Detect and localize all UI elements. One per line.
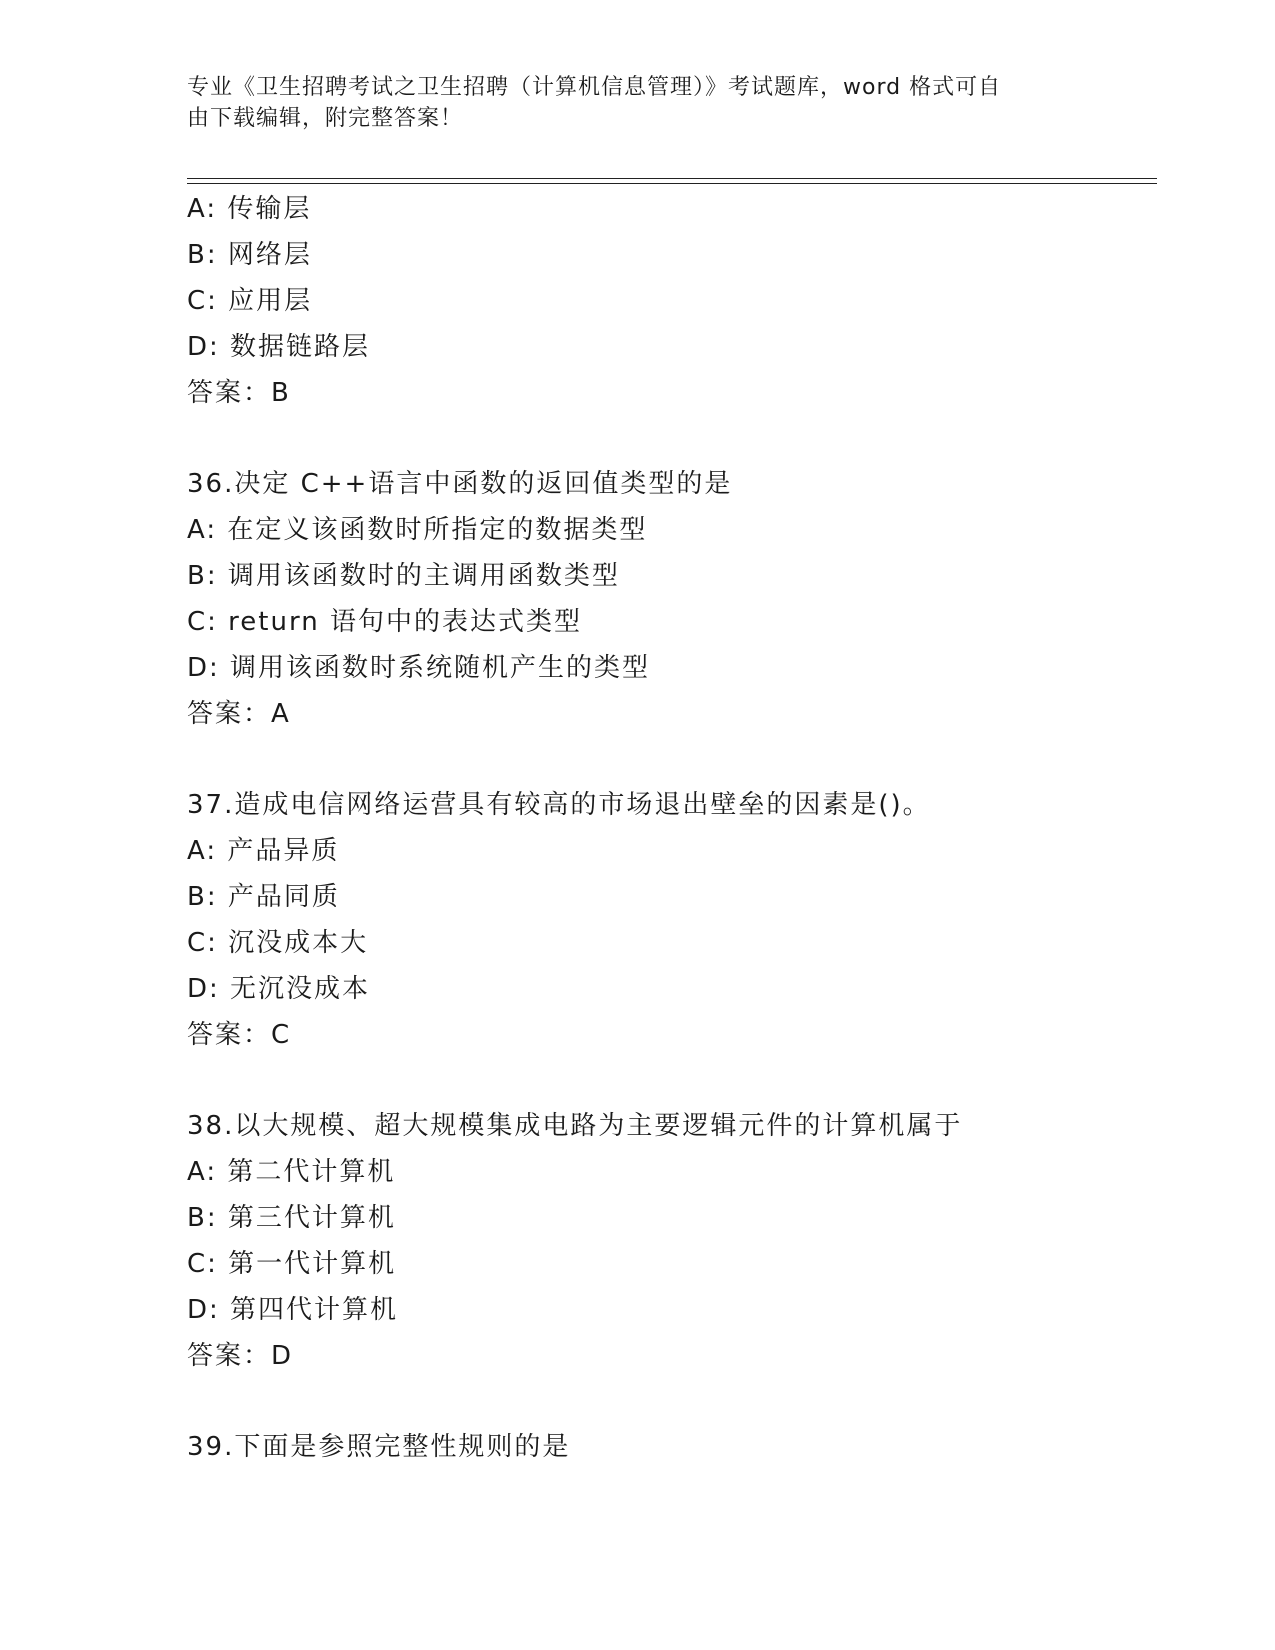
answer-label: 答案： [187,1020,272,1050]
document-header [187,72,1087,134]
header-divider-bottom [187,183,1157,184]
header-divider-top [187,178,1157,179]
answer-label: 答案： [187,378,272,408]
question-block-38 [187,1103,1167,1379]
option-a: A: 在定义该函数时所指定的数据类型 [187,515,648,545]
option-b: B: 调用该函数时的主调用函数类型 [187,561,620,591]
answer-value: A [271,699,289,729]
option-d: D: 无沉没成本 [187,974,371,1004]
question-text: 37.造成电信网络运营具有较高的市场退出壁垒的因素是()。 [187,790,931,820]
question-list [187,186,1167,1470]
answer-value: D [271,1341,292,1371]
answer-value: B [271,378,289,408]
option-b: B: 网络层 [187,240,312,270]
answer-line [187,1012,1167,1058]
header-line-2: 由下载编辑，附完整答案！ [187,106,464,131]
option-d: D: 数据链路层 [187,332,371,362]
option-c: C: 沉没成本大 [187,928,369,958]
option-b: B: 第三代计算机 [187,1203,396,1233]
question-block-36 [187,461,1167,737]
question-block-39 [187,1424,1167,1470]
option-a: A: 产品异质 [187,836,340,866]
question-text: 39.下面是参照完整性规则的是 [187,1432,571,1462]
option-c: C: 第一代计算机 [187,1249,397,1279]
answer-value: C [271,1020,290,1050]
header-line-1: 专业《卫生招聘考试之卫生招聘（计算机信息管理）》考试题库，word 格式可自 [187,75,1002,100]
option-d: D: 第四代计算机 [187,1295,399,1325]
option-a: A: 传输层 [187,194,312,224]
question-block-37 [187,782,1167,1058]
option-c: C: 应用层 [187,286,313,316]
option-b: B: 产品同质 [187,882,340,912]
option-d: D: 调用该函数时系统随机产生的类型 [187,653,651,683]
answer-line [187,370,1167,416]
answer-line [187,1333,1167,1379]
answer-line [187,691,1167,737]
question-block-35 [187,186,1167,416]
question-text: 36.决定 C++语言中函数的返回值类型的是 [187,469,733,499]
question-text: 38.以大规模、超大规模集成电路为主要逻辑元件的计算机属于 [187,1111,963,1141]
option-c: C: return 语句中的表达式类型 [187,607,582,637]
option-a: A: 第二代计算机 [187,1157,396,1187]
answer-label: 答案： [187,699,272,729]
answer-label: 答案： [187,1341,272,1371]
